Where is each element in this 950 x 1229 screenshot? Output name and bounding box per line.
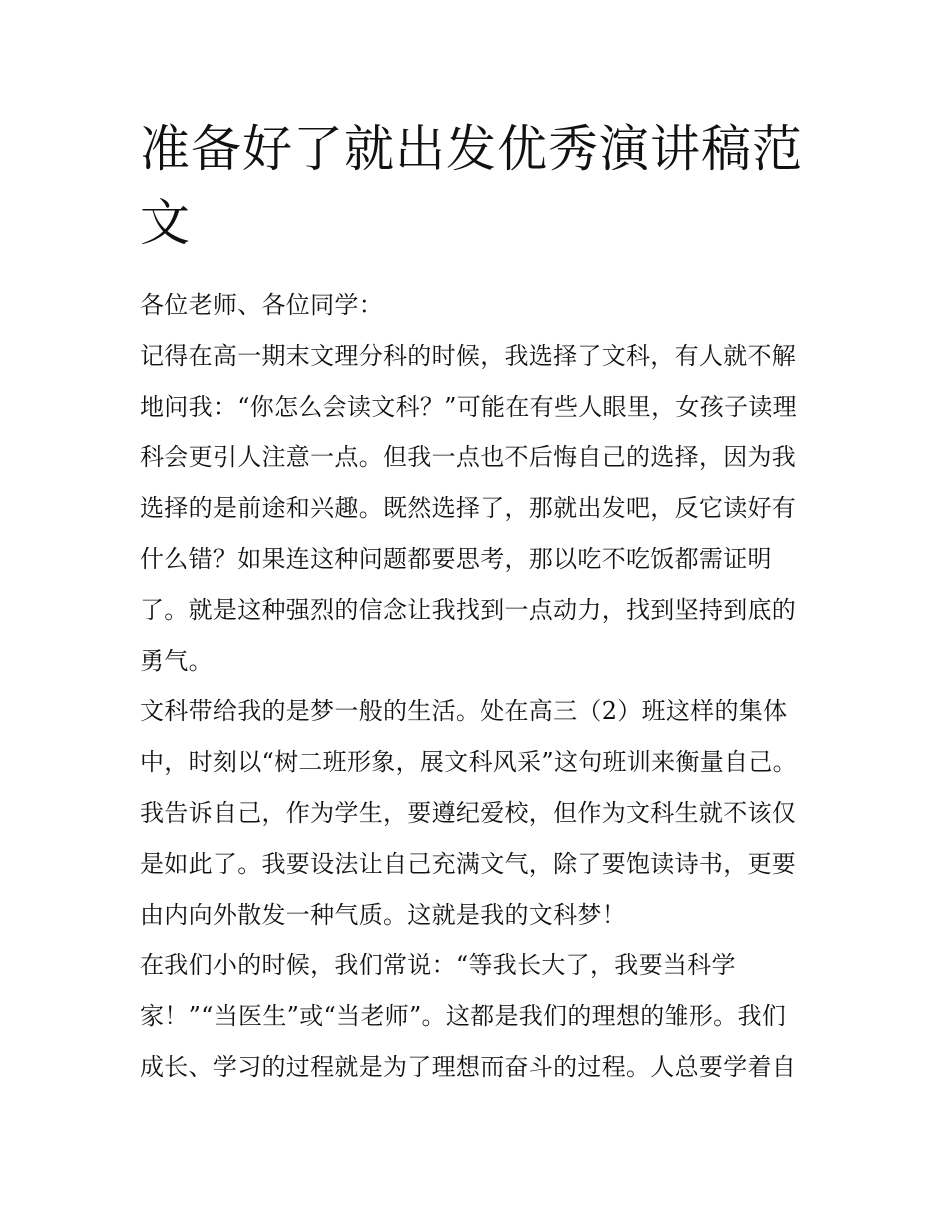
document-body	[140, 280, 820, 1093]
text-line: 记得在高一期末文理分科的时候，我选择了文科，有人就不解	[140, 341, 797, 370]
text-line: 什么错？如果连这种问题都要思考，那以吃不吃饭都需证明	[140, 544, 772, 573]
text-line: 我告诉自己，作为学生，要遵纪爱校，但作为文科生就不该仅	[140, 798, 797, 827]
text-line: 是如此了。我要设法让自己充满文气，除了要饱读诗书，更要	[140, 849, 797, 878]
text-line: 家！”“当医生”或“当老师”。这都是我们的理想的雏形。我们	[140, 1002, 787, 1031]
text-line: 勇气。	[140, 646, 213, 675]
text-line: 地问我：“你怎么会读文科？”可能在有些人眼里，女孩子读理	[140, 392, 797, 421]
document-title	[140, 112, 820, 260]
text-line: 文科带给我的是梦一般的生活。处在高三（2）班这样的集体	[140, 697, 788, 726]
text-line: 了。就是这种强烈的信念让我找到一点动力，找到坚持到底的	[140, 595, 797, 624]
title-line: 文	[140, 194, 191, 252]
text-line: 科会更引人注意一点。但我一点也不后悔自己的选择，因为我	[140, 443, 797, 472]
text-line: 在我们小的时候，我们常说：“等我长大了，我要当科学	[140, 951, 736, 980]
text-line: 由内向外散发一种气质。这就是我的文科梦！	[140, 900, 626, 929]
text-line: 选择的是前途和兴趣。既然选择了，那就出发吧，反它读好有	[140, 494, 797, 523]
text-line: 中，时刻以“树二班形象，展文科风采”这句班训来衡量自己。	[140, 748, 797, 777]
text-line: 成长、学习的过程就是为了理想而奋斗的过程。人总要学着自	[140, 1052, 797, 1081]
greeting-line: 各位老师、各位同学：	[140, 291, 383, 319]
title-line: 准备好了就出发优秀演讲稿范	[140, 120, 803, 178]
